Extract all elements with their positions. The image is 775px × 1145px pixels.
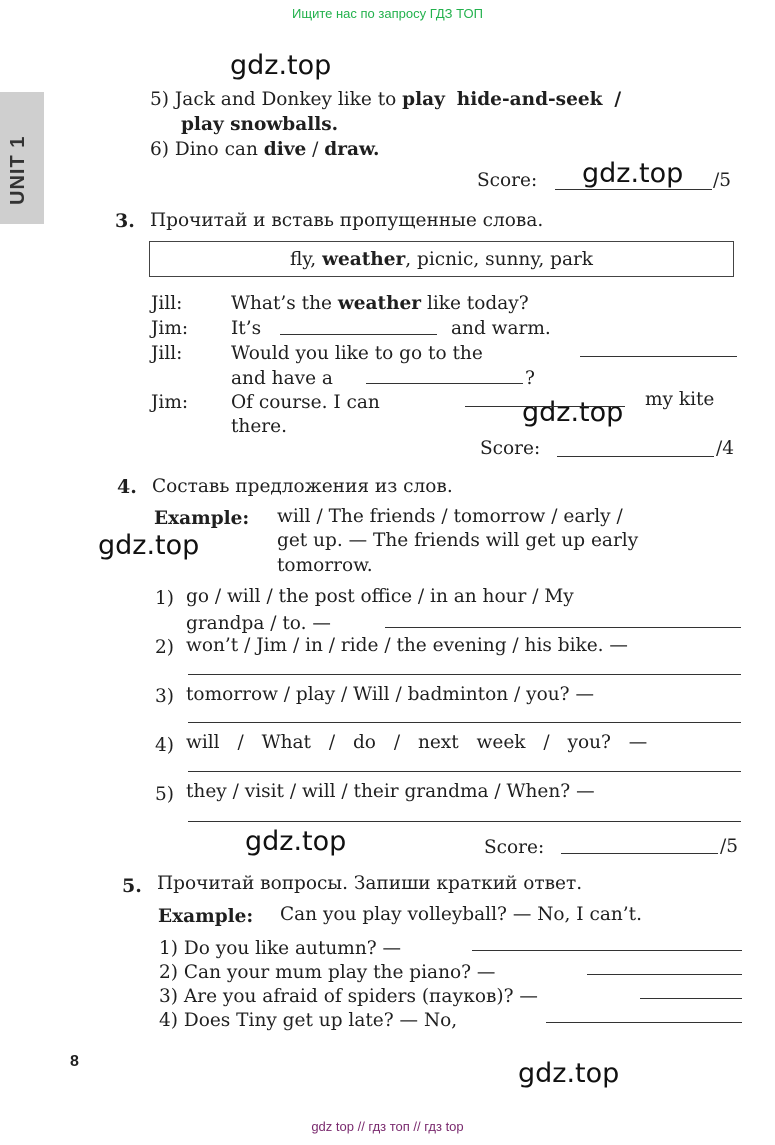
dialogue-line: and have a xyxy=(231,368,333,389)
fill-in-blank[interactable] xyxy=(366,383,523,384)
exercise-instruction: Прочитай вопросы. Запиши краткий ответ. xyxy=(157,873,583,894)
score-label: Score: xyxy=(480,438,541,459)
score-max: /4 xyxy=(716,438,735,459)
answer-line[interactable] xyxy=(472,950,742,951)
question-item: 4) Does Tiny get up late? — No, xyxy=(159,1010,458,1031)
dialogue-line: and warm. xyxy=(451,318,551,339)
score-answer-line[interactable] xyxy=(555,189,712,190)
answer-line[interactable] xyxy=(587,974,742,975)
page-number: 8 xyxy=(70,1053,79,1070)
exercise-number: 4. xyxy=(117,476,137,498)
dialogue-line: Of course. I can xyxy=(231,392,380,413)
exercise-item-cont: play snowballs. xyxy=(181,114,339,135)
dialogue-line: Would you like to go to the xyxy=(231,343,483,364)
fill-in-blank[interactable] xyxy=(580,356,737,357)
exercise-item: 6) Dino can dive / draw. xyxy=(150,139,380,160)
footer-links[interactable]: gdz top // гдз топ // гдз top xyxy=(311,1119,464,1134)
dialogue-line: What’s the weather like today? xyxy=(231,293,529,314)
score-answer-line[interactable] xyxy=(557,456,714,457)
example-text: get up. — The friends will get up early xyxy=(277,530,639,551)
score-label: Score: xyxy=(477,170,538,191)
answer-line[interactable] xyxy=(188,674,741,675)
exercise-instruction: Прочитай и вставь пропущенные слова. xyxy=(150,210,544,231)
item-number: 1) xyxy=(155,588,174,609)
answer-line[interactable] xyxy=(188,821,741,822)
watermark: gdz.top xyxy=(582,158,684,189)
item-number: 3) xyxy=(155,686,174,707)
dialogue-line: It’s xyxy=(231,318,262,339)
dialogue-line: my kite xyxy=(645,389,715,410)
exercise-number: 5. xyxy=(122,875,142,897)
item-number: 4) xyxy=(155,735,174,756)
example-label: Example: xyxy=(158,906,254,927)
speaker-name: Jim: xyxy=(151,318,189,339)
unit-side-tab xyxy=(0,92,44,224)
score-answer-line[interactable] xyxy=(561,853,718,854)
score-label: Score: xyxy=(484,837,545,858)
word-bank-box: fly, weather, picnic, sunny, park xyxy=(149,241,734,277)
speaker-name: Jim: xyxy=(151,392,189,413)
question-item: 3) Are you afraid of spiders (пауков)? — xyxy=(159,986,538,1007)
exercise-number: 3. xyxy=(115,210,135,232)
fill-in-blank[interactable] xyxy=(465,406,625,407)
scrambled-words: they / visit / will / their grandma / When? — xyxy=(186,781,595,802)
score-max: /5 xyxy=(720,836,739,857)
answer-line[interactable] xyxy=(546,1022,742,1023)
answer-line[interactable] xyxy=(188,722,741,723)
answer-line[interactable] xyxy=(188,771,741,772)
dialogue-line: ? xyxy=(525,368,535,389)
example-text: tomorrow. xyxy=(277,555,373,576)
speaker-name: Jill: xyxy=(151,293,183,314)
question-item: 2) Can your mum play the piano? — xyxy=(159,962,496,983)
watermark: gdz.top xyxy=(518,1058,620,1089)
score-max: /5 xyxy=(713,170,732,191)
exercise-instruction: Составь предложения из слов. xyxy=(152,476,453,497)
example-text: will / The friends / tomorrow / early / xyxy=(277,506,623,527)
answer-line[interactable] xyxy=(385,627,741,628)
example-text: Can you play volleyball? — No, I can’t. xyxy=(280,904,642,925)
scrambled-words: grandpa / to. — xyxy=(186,613,331,634)
speaker-name: Jill: xyxy=(151,343,183,364)
scrambled-words: go / will / the post office / in an hour / My xyxy=(186,586,574,607)
scrambled-words: will / What / do / next week / you? — xyxy=(186,732,648,753)
scrambled-words: won’t / Jim / in / ride / the evening / his bike. — xyxy=(186,635,628,656)
exercise-item: 5) Jack and Donkey like to play hide-and-seek / xyxy=(150,89,622,110)
watermark: gdz.top xyxy=(230,50,332,81)
example-label: Example: xyxy=(154,508,250,529)
question-item: 1) Do you like autumn? — xyxy=(159,938,402,959)
watermark: gdz.top xyxy=(245,826,347,857)
dialogue-line: there. xyxy=(231,416,287,437)
watermark: gdz.top xyxy=(522,397,624,428)
watermark: gdz.top xyxy=(98,530,200,561)
unit-label: UNIT 1 xyxy=(7,135,29,205)
header-banner[interactable]: Ищите нас по запросу ГДЗ ТОП xyxy=(292,6,483,21)
scrambled-words: tomorrow / play / Will / badminton / you? — xyxy=(186,684,594,705)
item-number: 2) xyxy=(155,637,174,658)
answer-line[interactable] xyxy=(640,998,742,999)
fill-in-blank[interactable] xyxy=(280,334,437,335)
item-number: 5) xyxy=(155,784,174,805)
